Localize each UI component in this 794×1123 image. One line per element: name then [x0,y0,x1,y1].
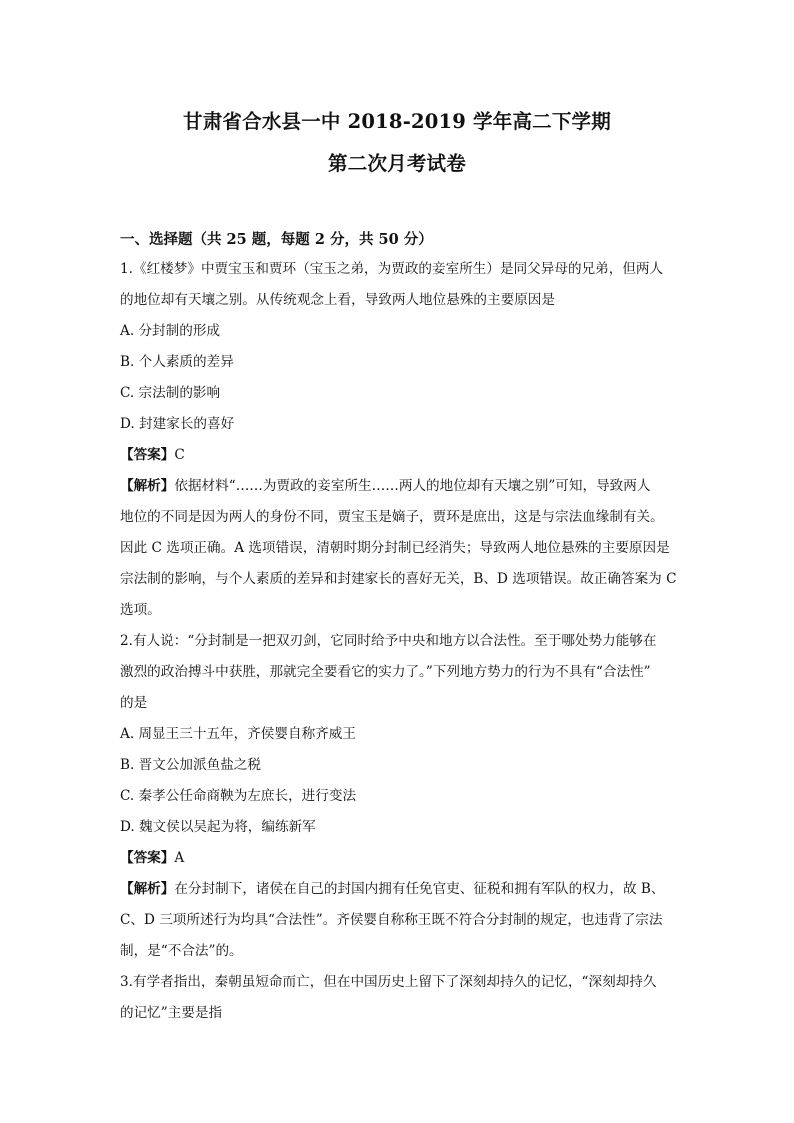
analysis-text: 在分封制下，诸侯在自己的封国内拥有任免官吏、征税和拥有军队的权力，故 B、 [174,881,665,897]
section-heading: 一、选择题（共 25 题，每题 2 分，共 50 分） [120,231,433,248]
question-2-option-d: D. 魏文侯以吴起为将，编练新军 [120,819,316,835]
question-2-stem-line-3: 的是 [120,695,148,711]
question-2-answer [120,843,680,874]
question-1-option-c: C. 宗法制的影响 [120,385,221,401]
question-2-option-c: C. 秦孝公任命商鞅为左庶长，进行变法 [120,788,357,804]
document-subtitle: 第二次月考试卷 [328,152,466,175]
question-1-analysis-line-3: 因此 C 选项正确。A 选项错误，清朝时期分封制已经消失；导致两人地位悬殊的主要原因是 [120,540,670,556]
question-2-option-b: B. 晋文公加派鱼盐之税 [120,757,261,773]
question-2-option-a: A. 周显王三十五年，齐侯婴自称齐威王 [120,726,356,742]
question-1-analysis-line-4: 宗法制的影响，与个人素质的差异和封建家长的喜好无关，B、D 选项错误。故正确答案为 C [120,571,677,587]
question-1-answer [120,440,680,471]
question-1-stem-line-1: 1.《红楼梦》中贾宝玉和贾环（宝玉之弟，为贾政的妾室所生）是同父异母的兄弟，但两人 [120,261,664,277]
question-2-stem-line-1: 2.有人说：“分封制是一把双刃剑，它同时给予中央和地方以合法性。至于哪处势力能够在 [120,633,657,649]
answer-tag: 【答案】 [120,850,175,866]
analysis-text: 依据材料“……为贾政的妾室所生……两人的地位却有天壤之别”可知，导致两人 [174,478,651,494]
question-2-analysis-line-3: 制，是“不合法”的。 [120,943,243,959]
answer-tag: 【答案】 [120,447,175,463]
question-2-analysis-line-2: C、D 三项所述行为均具“合法性”。齐侯婴自称称王既不符合分封制的规定，也违背了宗法 [120,912,663,928]
question-1-analysis-line-2: 地位的不同是因为两人的身份不同，贾宝玉是嫡子，贾环是庶出，这是与宗法血缘制有关。 [120,509,664,525]
question-2-analysis-line-1 [120,874,680,905]
questions-body [120,254,680,1029]
question-1-analysis-line-1 [120,471,680,502]
question-1-stem-line-2: 的地位却有天壤之别。从传统观念上看，导致两人地位悬殊的主要原因是 [120,292,555,308]
answer-value: A [174,850,185,866]
question-3-stem-line-2: 的记忆”主要是指 [120,1005,223,1021]
question-1-option-b: B. 个人素质的差异 [120,354,234,370]
question-2-stem-line-2: 激烈的政治搏斗中获胜，那就完全要看它的实力了。”下列地方势力的行为不具有“合法性” [120,664,651,680]
analysis-tag: 【解析】 [120,478,175,494]
analysis-tag: 【解析】 [120,881,175,897]
question-1-option-a: A. 分封制的形成 [120,323,221,339]
question-1-analysis-line-5: 选项。 [120,602,161,618]
question-3-stem-line-1: 3.有学者指出，秦朝虽短命而亡，但在中国历史上留下了深刻却持久的记忆，“深刻却持久 [120,974,657,990]
answer-value: C [174,447,185,463]
question-1-option-d: D. 封建家长的喜好 [120,416,235,432]
document-title: 甘肃省合水县一中 2018-2019 学年高二下学期 [183,110,611,133]
